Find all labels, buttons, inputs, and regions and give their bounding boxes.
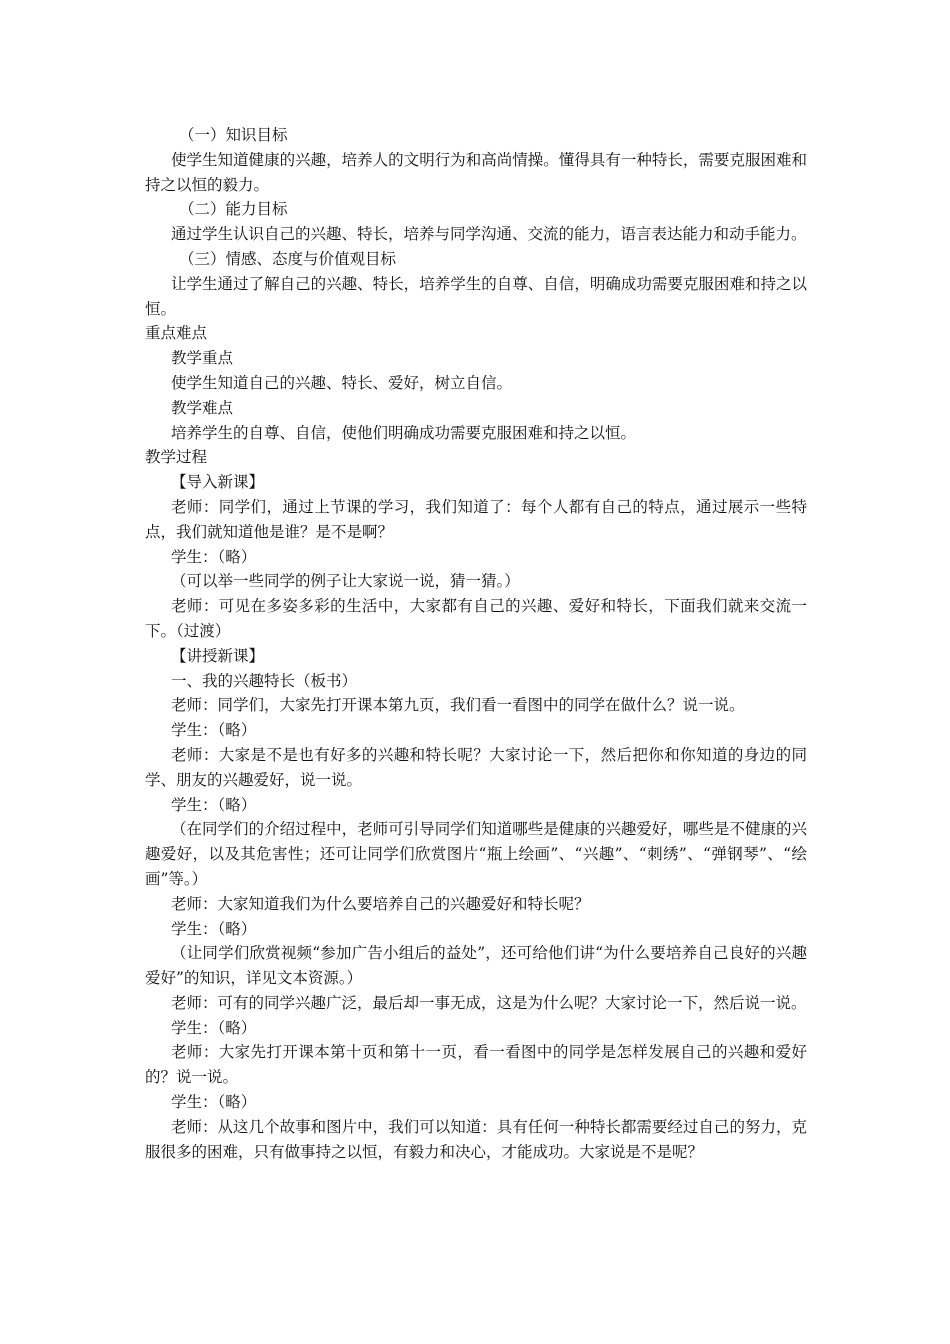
dialogue-paragraph: 老师：可见在多姿多彩的生活中，大家都有自己的兴趣、爱好和特长，下面我们就来交流一下。（过渡）: [145, 597, 807, 640]
knowledge-goal-text: 使学生知道健康的兴趣，培养人的文明行为和高尚情操。懂得具有一种特长，需要克服困难和持之以恒的毅力。: [145, 150, 807, 194]
dialogue-paragraph: 学生：（略）: [171, 547, 257, 566]
teaching-process-heading: 教学过程: [145, 448, 208, 467]
board-heading: 一、我的兴趣特长（板书）: [171, 671, 358, 690]
dialogue-paragraph: 学生：（略）: [171, 919, 257, 938]
dialogue-paragraph: 老师：大家知道我们为什么要培养自己的兴趣爱好和特长呢？: [171, 894, 590, 913]
new-lesson-section-heading: 【讲授新课】: [171, 646, 265, 665]
ability-goal-text: 通过学生认识自己的兴趣、特长，培养与同学沟通、交流的能力，语言表达能力和动手能力。: [171, 225, 807, 244]
note-paragraph: （可以举一些同学的例子让大家说一说，猜一猜。）: [171, 572, 520, 591]
knowledge-goal-heading: （一）知识目标: [179, 126, 288, 144]
dialogue-paragraph: 学生：（略）: [171, 721, 257, 740]
dialogue-paragraph: 老师：可有的同学兴趣广泛，最后却一事无成，这是为什么呢？大家讨论一下，然后说一说。: [171, 993, 807, 1012]
dialogue-paragraph: 老师：大家先打开课本第十页和第十一页，看一看图中的同学是怎样发展自己的兴趣和爱好的？说一说。: [145, 1043, 807, 1087]
document-body: [145, 123, 807, 1164]
dialogue-paragraph: 学生：（略）: [171, 1093, 257, 1112]
ability-goal-heading: （二）能力目标: [179, 200, 288, 219]
note-paragraph: （在同学们的介绍过程中，老师可引导同学们知道哪些是健康的兴趣爱好，哪些是不健康的兴趣爱好，以及其危害性；还可让同学们欣赏图片“瓶上绘画”、“兴趣”、“刺绣”、“弹钢琴”、“绘画”等。）: [145, 820, 807, 888]
teaching-difficulty-heading: 教学难点: [171, 398, 234, 417]
dialogue-paragraph: 老师：同学们，通过上节课的学习，我们知道了：每个人都有自己的特点，通过展示一些特点，我们就知道他是谁？是不是啊？: [145, 497, 807, 541]
teaching-key-point-heading: 教学重点: [171, 349, 234, 368]
teaching-key-point-text: 使学生知道自己的兴趣、特长、爱好，树立自信。: [171, 373, 513, 392]
dialogue-paragraph: 老师：大家是不是也有好多的兴趣和特长呢？大家讨论一下，然后把你和你知道的身边的同学、朋友的兴趣爱好，说一说。: [145, 745, 807, 789]
teaching-difficulty-text: 培养学生的自尊、自信，使他们明确成功需要克服困难和持之以恒。: [171, 423, 637, 442]
note-paragraph: （让同学们欣赏视频“参加广告小组后的益处”，还可给他们讲“为什么要培养自己良好的兴趣爱好”的知识，详见文本资源。）: [145, 944, 807, 988]
attitude-goal-text: 让学生通过了解自己的兴趣、特长，培养学生的自尊、自信，明确成功需要克服困难和持之以恒。: [145, 274, 807, 318]
dialogue-paragraph: 学生：（略）: [171, 795, 257, 814]
dialogue-paragraph: 学生：（略）: [171, 1018, 257, 1037]
key-difficult-points-heading: 重点难点: [145, 324, 208, 343]
dialogue-paragraph: 老师：同学们，大家先打开课本第九页，我们看一看图中的同学在做什么？说一说。: [171, 696, 745, 715]
intro-section-heading: 【导入新课】: [171, 473, 265, 492]
dialogue-paragraph: 老师：从这几个故事和图片中，我们可以知道：具有任何一种特长都需要经过自己的努力，克服很多的困难，只有做事持之以恒，有毅力和决心，才能成功。大家说是不是呢？: [145, 1117, 807, 1161]
attitude-goal-heading: （三）情感、态度与价值观目标: [179, 249, 397, 268]
